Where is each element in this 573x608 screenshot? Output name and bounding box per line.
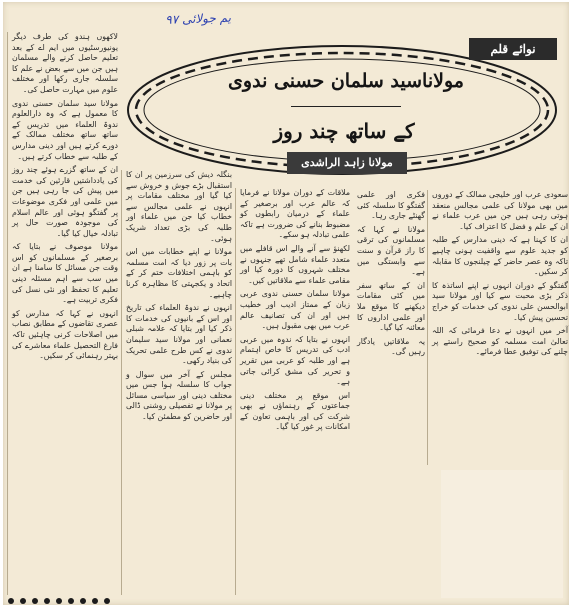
divider [291, 106, 401, 107]
paragraph: سعودی عرب اور خلیجی ممالک کے دوروں میں بھی مولانا کی علمی مجالس منعقد ہوتی رہی ہیں جن میں عرب علماء نے ان کے علم و فضل کا اعتراف کیا۔ [432, 190, 568, 231]
paragraph: بنگلہ دیش کی سرزمین پر ان کا استقبال بڑے جوش و خروش سے کیا گیا اور مختلف مقامات پر انہوں نے علمی مجالس سے خطاب کیا جن میں علماء اور طلبہ کی بڑی تعداد شریک ہوئی۔ [126, 170, 232, 243]
paragraph: ان کا کہنا ہے کہ دینی مدارس کے طلبہ کو جدید علوم سے واقفیت ہونی چاہیے تاکہ وہ عصر حاضر کے چیلنجوں کا مقابلہ کر سکیں۔ [432, 235, 568, 277]
text-column-3 [235, 188, 354, 595]
paragraph: فکری اور علمی گفتگو کا سلسلہ کئی گھنٹے جاری رہا۔ [357, 190, 425, 221]
paragraph: لکھنؤ سے آنے والے اس قافلے میں متعدد علماء شامل تھے جنہوں نے مختلف شہروں کا دورہ کیا اور مقامی علماء سے ملاقاتیں کیں۔ [240, 243, 350, 285]
byline: مولانا زاہد الراشدی [287, 152, 407, 174]
paragraph: اس موقع پر مختلف دینی جماعتوں کے رہنماؤں نے بھی شرکت کی اور باہمی تعاون کے امکانات پر غور کیا گیا۔ [240, 390, 350, 432]
newspaper-clipping [3, 2, 569, 605]
column-tag: نوائے قلم [469, 38, 557, 60]
paragraph: انہوں نے کہا کہ مدارس کو عصری تقاضوں کے مطابق نصاب میں اصلاحات کرنی چاہئیں تاکہ فارغ التحصیل علماء معاشرے کی بہتر رہنمائی کر سکیں۔ [12, 308, 118, 361]
torn-edge-icon [3, 595, 569, 605]
text-column-2 [121, 170, 236, 595]
headline: مولاناسید سلمان حسنی ندوی [228, 70, 464, 92]
paragraph: آخر میں انہوں نے دعا فرمائی کہ اللہ تعالیٰ امت مسلمہ کو صحیح راستے پر چلنے کی توفیق عطا فرمائے۔ [432, 326, 568, 357]
paragraph: مولانا سلمان حسنی ندوی عربی زبان کے ممتاز ادیب اور خطیب ہیں اور ان کی تصانیف عالم عرب میں بھی مقبول ہیں۔ [240, 289, 350, 331]
paragraph: مولانا موصوف نے بتایا کہ برصغیر کے مسلمانوں کو اس وقت جن مسائل کا سامنا ہے ان میں سب سے اہم مسئلہ دینی تعلیم کا تحفظ اور نئی نسل کی فکری تربیت ہے۔ [12, 242, 118, 305]
headline-banner [121, 24, 563, 182]
paragraph: یہ ملاقاتیں یادگار رہیں گی۔ [357, 336, 425, 357]
subheadline: کے ساتھ چند روز [273, 119, 415, 143]
text-column-1 [7, 32, 122, 595]
paragraph: مولانا نے اپنے خطابات میں اس بات پر زور دیا کہ امت مسلمہ کو باہمی اختلافات ختم کر کے اتحاد و یکجہتی کا مظاہرہ کرنا چاہیے۔ [126, 247, 232, 299]
handwritten-date: یم جولائی ۹۷ [165, 10, 232, 27]
paragraph: لاکھوں ہندو کی طرف دیگر یونیورسٹیوں میں ایم اے کے بعد تعلیم حاصل کرنے والے مسلمان ہیں جن میں سے بعض نے علم کا سلسلہ جاری رکھا اور مختلف علوم میں مہارت حاصل کی۔ [12, 32, 118, 94]
paragraph: انہوں نے ندوۃ العلماء کی تاریخ اور اس کے بانیوں کی خدمات کا ذکر کیا اور بتایا کہ علامہ شبلی نعمانی اور مولانا سید سلیمان ندوی نے کس طرح علمی تحریک کی بنیاد رکھی۔ [126, 303, 232, 366]
text-column-4 [353, 190, 429, 595]
paragraph: ان کے ساتھ گزرے ہوئے چند روز کی یادداشتیں قارئین کی خدمت میں پیش کی جا رہی ہیں جن میں علمی اور فکری موضوعات پر گفتگو ہوئی اور عالم اسلام کی موجودہ صورت حال پر تبادلہ خیال کیا گیا۔ [12, 165, 118, 238]
text-column-5 [427, 190, 569, 465]
paragraph: مجلس کے آخر میں سوال و جواب کا سلسلہ ہوا جس میں مختلف دینی اور سیاسی مسائل پر مولانا نے تفصیلی روشنی ڈالی اور حاضرین کو مطمئن کیا۔ [126, 369, 232, 422]
paragraph: مولانا سید سلمان حسنی ندوی کا معمول ہے کہ وہ دارالعلوم ندوۃ العلماء میں تدریس کے ساتھ ساتھ مختلف ممالک کے دورے کرتے ہیں اور دینی مدارس کے طلبہ سے خطاب کرتے ہیں۔ [12, 98, 118, 161]
blank-area [441, 470, 563, 598]
paragraph: ان کے ساتھ سفر میں کئی مقامات دیکھنے کا موقع ملا اور علمی اداروں کا معائنہ کیا گیا۔ [357, 280, 425, 333]
paragraph: انہوں نے بتایا کہ ندوہ میں عربی ادب کی تدریس کا خاص اہتمام ہے اور طلبہ کو عربی میں تقریر و تحریر کی مشق کرائی جاتی ہے۔ [240, 334, 350, 387]
paragraph: ملاقات کے دوران مولانا نے فرمایا کہ عالم عرب اور برصغیر کے علماء کے درمیان رابطوں کو مضبوط بنانے کی ضرورت ہے تاکہ علمی تبادلہ ہو سکے۔ [240, 188, 350, 240]
paragraph: گفتگو کے دوران انہوں نے اپنے اساتذہ کا ذکر بڑی محبت سے کیا اور مولانا سید ابوالحسن علی ندوی کی خدمات کو خراج تحسین پیش کیا۔ [432, 280, 568, 322]
paragraph: مولانا نے کہا کہ مسلمانوں کی ترقی کا راز قرآن و سنت سے وابستگی میں ہے۔ [357, 224, 425, 277]
